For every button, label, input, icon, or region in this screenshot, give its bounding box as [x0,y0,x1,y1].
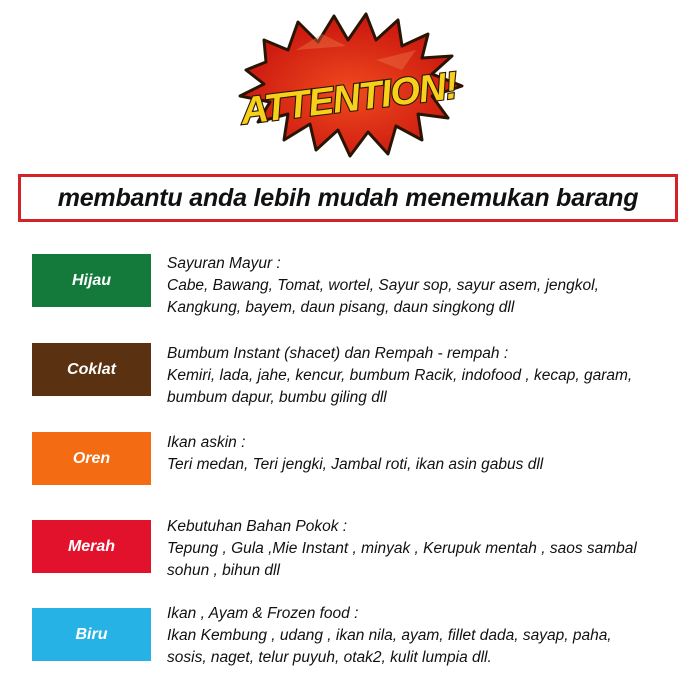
swatch-label-merah: Merah [67,537,116,555]
category-title: Kebutuhan Bahan Pokok : [167,518,348,535]
category-description-oren [167,432,697,476]
swatch-label-biru: Biru [75,625,108,643]
swatch-label-hijau: Hijau [71,271,112,289]
category-description-coklat [167,343,697,409]
category-line: Teri medan, Teri jengki, Jambal roti, ikan asin gabus dll [167,456,544,473]
category-description-biru [167,603,697,669]
swatch-label-oren: Oren [72,449,111,467]
category-line: Kangkung, bayem, daun pisang, daun singkong dll [167,299,515,316]
category-line: Kemiri, lada, jahe, kencur, bumbum Racik, indofood , kecap, garam, [167,367,633,384]
category-description-merah [167,516,697,582]
color-swatch-hijau [32,254,151,307]
color-swatch-biru [32,608,151,661]
category-title: Ikan , Ayam & Frozen food : [167,605,359,622]
banner-text: membantu anda lebih mudah menemukan barang [57,183,639,212]
category-line: sohun , bihun dll [167,562,280,579]
swatch-label-coklat: Coklat [67,360,116,378]
attention-burst-logo [226,10,472,160]
attention-text: ATTENTION! [238,64,460,134]
category-description-hijau [167,253,697,319]
category-line: sosis, naget, telur puyuh, otak2, kulit lumpia dll. [167,649,492,666]
category-line: bumbum dapur, bumbu giling dll [167,389,387,406]
color-swatch-merah [32,520,151,573]
color-swatch-coklat [32,343,151,396]
category-title: Ikan askin : [167,434,246,451]
category-line: Ikan Kembung , udang , ikan nila, ayam, fillet dada, sayap, paha, [167,627,612,644]
category-title: Bumbum Instant (shacet) dan Rempah - rempah : [167,345,509,362]
category-line: Cabe, Bawang, Tomat, wortel, Sayur sop, sayur asem, jengkol, [167,277,599,294]
category-line: Tepung , Gula ,Mie Instant , minyak , Kerupuk mentah , saos sambal [167,540,637,557]
info-banner [18,174,678,222]
color-swatch-oren [32,432,151,485]
category-title: Sayuran Mayur : [167,255,281,272]
